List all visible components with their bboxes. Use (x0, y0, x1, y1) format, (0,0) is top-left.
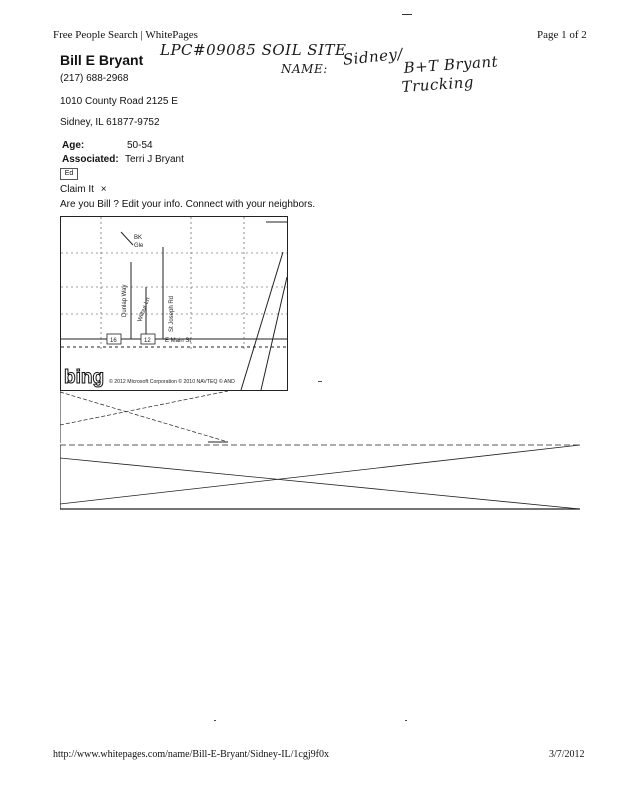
broken-image-placeholder (60, 440, 580, 510)
person-name[interactable]: Bill E Bryant (60, 52, 144, 68)
claim-row (60, 184, 107, 195)
age-label: Age: (62, 140, 85, 151)
page-mark (405, 720, 407, 721)
edit-icon[interactable]: Ed (60, 168, 78, 180)
route-shield-label: 12 (144, 338, 151, 344)
map-road-label: E Main St (165, 338, 192, 344)
handwritten-name-label: NAME: (281, 62, 328, 76)
age-value: 50-54 (127, 140, 153, 151)
route-shield-label: 16 (110, 338, 117, 344)
page-number: Page 1 of 2 (537, 29, 587, 41)
map-road-label: Dunlap Way (122, 284, 128, 317)
handwritten-company: B+T Bryant (403, 52, 499, 77)
map-road-label: St Joseph Rd (169, 295, 175, 332)
page-mark (402, 14, 412, 15)
associated-person-link[interactable]: Terri J Bryant (125, 154, 184, 165)
footer-date: 3/7/2012 (549, 749, 585, 760)
handwritten-company-line2: Trucking (401, 72, 475, 96)
location-map[interactable] (60, 216, 288, 391)
city-state-zip: Sidney, IL 61877-9752 (60, 117, 160, 128)
map-road-label: Wilbur Ln (137, 296, 152, 323)
page-mark (318, 381, 322, 382)
handwritten-location: Sidney/ (342, 44, 404, 69)
footer-url: http://www.whitepages.com/name/Bill-E-Bryant/Sidney-IL/1cgj9f0x (53, 749, 329, 760)
handwritten-site-number: LPC#09085 SOIL SITE (160, 41, 347, 59)
associated-label: Associated: (62, 154, 119, 165)
map-poi-label: BK (134, 235, 143, 241)
edit-info-prompt[interactable]: Are you Bill ? Edit your info. Connect with your neighbors. (60, 199, 316, 210)
page-header-title: Free People Search | WhitePages (53, 29, 198, 41)
map-copyright: © 2012 Microsoft Corporation © 2010 NAVTEQ © AND (109, 379, 235, 385)
claim-it-link[interactable]: Claim It (60, 184, 94, 195)
page-mark (214, 720, 216, 721)
map-poi-label: Gle (134, 243, 144, 249)
broken-image-placeholder (60, 391, 228, 443)
close-icon[interactable]: × (100, 184, 107, 195)
street-address: 1010 County Road 2125 E (60, 96, 178, 107)
phone-number: (217) 688-2968 (60, 73, 129, 84)
bing-logo: bing (64, 367, 105, 388)
